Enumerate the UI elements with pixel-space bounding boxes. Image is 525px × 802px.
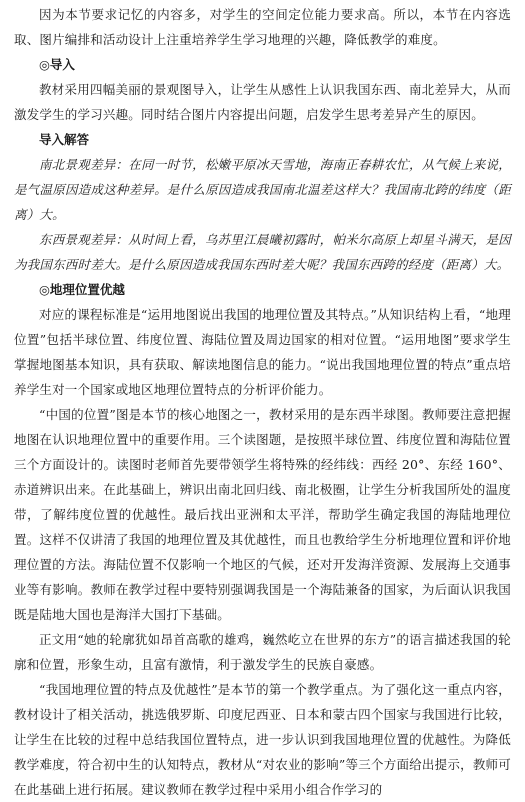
heading-intro-text: 导入 (49, 57, 75, 72)
heading-intro-answer: 导入解答 (39, 132, 90, 147)
paragraph-answer-east-west: 东西景观差异：从时间上看，乌苏里江晨曦初露时，帕米尔高原上却星斗满天，是因为我国东西时差大。是什么原因造成我国东西时差大呢？我国东西跨的经度（距离）大。 (14, 232, 511, 272)
heading-location-text: 地理位置优越 (49, 282, 125, 297)
paragraph-text-description: 正文用“她的轮廓犹如昂首高歌的雄鸡，巍然屹立在世界的东方”的语言描述我国的轮廓和位置，形象生动，且富有激情，利于激发学生的民族自豪感。 (14, 632, 511, 672)
paragraph-key-point: “我国地理位置的特点及优越性”是本节的第一个教学重点。为了强化这一重点内容，教材设计了相关活动，挑选俄罗斯、印度尼西亚、日本和蒙古四个国家与我国进行比较，让学生在比较的过程中总结我国位置特点，进一步认识到我国地理位置的优越性。为降低教学难度，符合初中生的认知特点，教材从“对农业的影响”等三个方面给出提示，教师可在此基础上进行拓展。建议教师在教学过程中采用小组合作学习的 (14, 682, 511, 797)
heading-location (14, 277, 511, 302)
circle-bullet-icon: ◎ (39, 282, 50, 297)
heading-intro (14, 52, 511, 77)
paragraph-answer-north-south: 南北景观差异：在同一时节，松嫩平原冰天雪地，海南正春耕农忙，从气候上来说，是气温原因造成这种差异。是什么原因造成我国南北温差这样大？我国南北跨的纬度（距离）大。 (14, 157, 511, 222)
paragraph-map-teaching: “中国的位置”图是本节的核心地图之一，教材采用的是东西半球图。教师要注意把握地图在认识地理位置中的重要作用。三个读图题，是按照半球位置、纬度位置和海陆位置三个方面设计的。读图时老师首先要带领学生将特殊的经纬线：西经 20°、东经 160°、赤道辨识出来。在此基础上，辨识出南北回归线、南北极圈，让学生分析我国所处的温度带，了解纬度位置的优越性。最后找出亚洲和太平洋，帮助学生确定我国的海陆地理位置。这样不仅讲清了我国的地理位置及其优越性，而且也教给学生分析地理位置和评价地理位置的方法。海陆位置不仅影响一个地区的气候，还对开发海洋资源、发展海上交通事业等有影响。教师在教学过程中要特别强调我国是一个海陆兼备的国家，为后面认识我国既是陆地大国也是海洋大国打下基础。 (14, 407, 511, 622)
circle-bullet-icon: ◎ (39, 57, 50, 72)
paragraph-intro: 教材采用四幅美丽的景观图导入，让学生从感性上认识我国东西、南北差异大，从而激发学生的学习兴趣。同时结合图片内容提出问题，启发学生思考差异产生的原因。 (14, 82, 511, 122)
paragraph-course-difficulty: 因为本节要求记忆的内容多，对学生的空间定位能力要求高。所以，本节在内容选取、图片编排和活动设计上注重培养学生学习地理的兴趣，降低教学的难度。 (14, 7, 511, 47)
paragraph-curriculum-standard: 对应的课程标准是“运用地图说出我国的地理位置及其特点。”从知识结构上看，“地理位置”包括半球位置、纬度位置、海陆位置及周边国家的相对位置。“运用地图”要求学生掌握地图基本知识，具有获取、解读地图信息的能力。“说出我国地理位置的特点”重点培养学生对一个国家或地区地理位置特点的分析评价能力。 (14, 307, 511, 397)
